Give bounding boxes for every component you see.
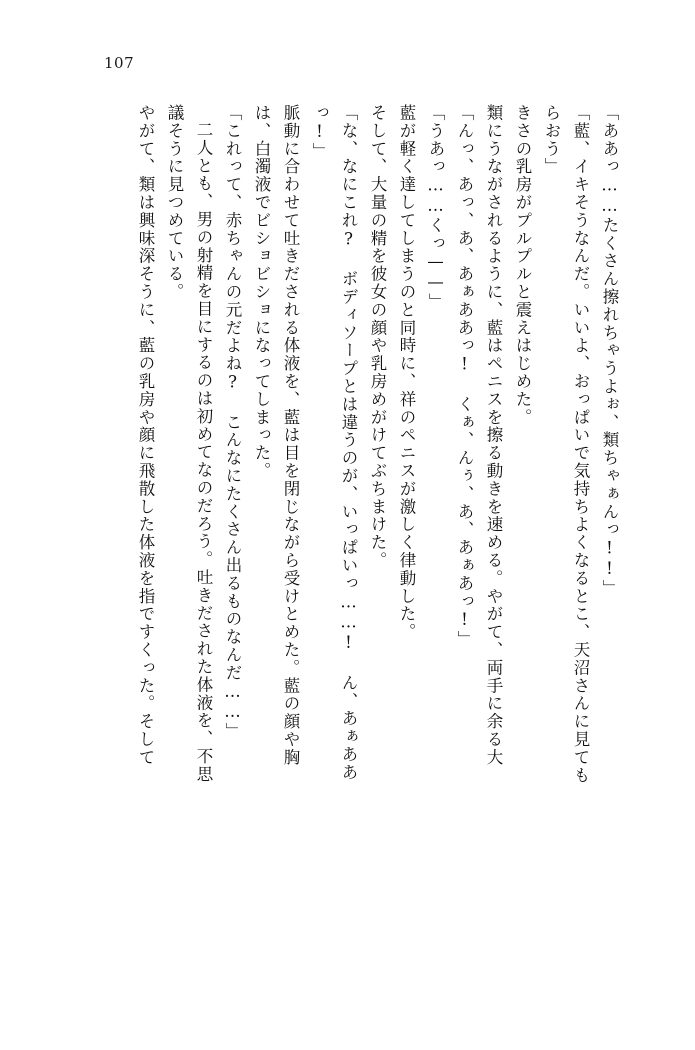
- text-line: やがて、類は興味深そうに、藍の乳房や顔に飛散した体液を指ですくった。そして: [136, 104, 155, 767]
- vertical-text-body: [64, 104, 624, 964]
- text-line: 「これって、赤ちゃんの元だよね? こんなにたくさん出るものなんだ……」: [223, 104, 242, 741]
- text-line: 「藍、イキそうなんだ。いいよ、おっぱいで気持ちよくなるとこ、天沼さんに見ても: [571, 104, 590, 785]
- text-line: らおう」: [542, 104, 561, 176]
- text-line: そして、大量の精を彼女の顔や乳房めがけてぶちまけた。: [368, 104, 387, 570]
- text-line: 類にうながされるように、藍はペニスを擦る動きを速める。やがて、両手に余る大: [484, 104, 503, 767]
- text-line: 「んっ、あっ、あ、あぁああっ! くぁ、んぅ、あ、あぁあっ!」: [455, 104, 474, 649]
- text-line: きさの乳房がプルプルと震えはじめた。: [513, 104, 532, 427]
- text-line: は、白濁液でビショビショになってしまった。: [252, 104, 271, 480]
- text-line: 議そうに見つめている。: [165, 104, 184, 301]
- text-line: 二人とも、男の射精を目にするのは初めてなのだろう。吐きだされた体液を、不思: [194, 121, 213, 784]
- text-line: っ!」: [310, 104, 329, 161]
- text-line: 脈動に合わせて吐きだされる体液を、藍は目を閉じながら受けとめた。藍の顔や胸: [281, 104, 300, 767]
- text-line: 藍が軽く達してしまうのと同時に、祥のペニスが激しく律動した。: [397, 104, 416, 641]
- text-line: 「ああっ……たくさん擦れちゃうよぉ、類ちゃぁんっ!!」: [600, 104, 619, 598]
- page-number: 107: [104, 54, 135, 72]
- text-line: 「な、なにこれ? ボディソープとは違うのが、いっぱいっ……! ん、あぁああ: [339, 104, 358, 782]
- text-line: 「うあっ……くっ——」: [426, 104, 445, 311]
